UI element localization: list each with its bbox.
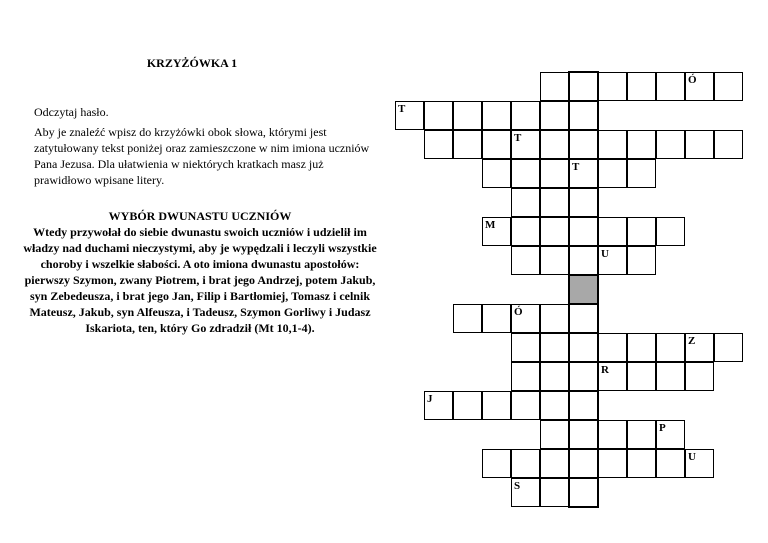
- crossword-cell: [453, 130, 482, 159]
- crossword-cell: [685, 362, 714, 391]
- crossword-cell: [656, 449, 685, 478]
- crossword-cell: [482, 449, 511, 478]
- crossword-cell: [569, 362, 598, 391]
- crossword-cell: [511, 101, 540, 130]
- crossword-cell: [569, 275, 598, 304]
- crossword-cell: [598, 362, 627, 391]
- passage-text: Wtedy przywołał do siebie dwunastu swoich uczniów i udzielił im władzy nad duchami nieczystymi, aby je wypędzali i leczyli wszystkie choroby i wszelkie słabości. A oto imiona dwunastu apostołów: pierwszy Szymon, zwany Piotrem, i brat jego Andrzej, potem Jakub, syn Zebedeusza, i brat jego Jan, Filip i Bartłomiej, Tomasz i celnik Mateusz, Jakub, syn Alfeusza, i Tadeusz, Szymon Gorliwy i Judasz Iskariota, ten, który Go zdradził (Mt 10,1-4).: [23, 225, 377, 335]
- crossword-cell: [569, 246, 598, 275]
- crossword-cell: [540, 449, 569, 478]
- crossword-cell: [569, 478, 598, 507]
- hint-letter: Z: [688, 335, 696, 347]
- crossword-cell: [540, 72, 569, 101]
- crossword-cell: [540, 130, 569, 159]
- crossword-cell: [540, 304, 569, 333]
- crossword-cell: [714, 72, 743, 101]
- hint-letter: Ó: [688, 74, 697, 86]
- crossword-cell: [569, 159, 598, 188]
- hint-letter: R: [601, 364, 609, 376]
- crossword-cell: [656, 130, 685, 159]
- crossword-cell: [482, 217, 511, 246]
- crossword-cell: [511, 478, 540, 507]
- crossword-cell: [540, 362, 569, 391]
- crossword-cell: [482, 391, 511, 420]
- hint-letter: T: [398, 103, 406, 115]
- crossword-cell: [627, 246, 656, 275]
- crossword-cell: [656, 420, 685, 449]
- crossword-cell: [569, 188, 598, 217]
- crossword-cell: [540, 478, 569, 507]
- hint-letter: T: [572, 161, 580, 173]
- crossword-cell: [511, 449, 540, 478]
- crossword-cell: [511, 333, 540, 362]
- crossword-cell: [569, 101, 598, 130]
- crossword-cell: [540, 101, 569, 130]
- crossword-cell: [569, 304, 598, 333]
- crossword-cell: [656, 333, 685, 362]
- crossword-cell: [598, 449, 627, 478]
- crossword-cell: [685, 130, 714, 159]
- crossword-cell: [395, 101, 424, 130]
- crossword-cell: [569, 72, 598, 101]
- crossword-cell: [569, 449, 598, 478]
- crossword-cell: [482, 130, 511, 159]
- crossword-cell: [598, 159, 627, 188]
- hint-letter: P: [659, 422, 666, 434]
- instruction-details: Aby je znaleźć wpisz do krzyżówki obok słowa, którymi jest zatytułowany tekst poniżej oraz zamieszczone w nim imiona uczniów Pana Jezusa. Dla ułatwienia w niektórych kratkach masz już prawidłowo wpisane litery.: [34, 125, 370, 187]
- crossword-cell: [511, 188, 540, 217]
- crossword-cell: [540, 159, 569, 188]
- instruction-read-password: Odczytaj hasło.: [34, 105, 109, 119]
- crossword-cell: [598, 130, 627, 159]
- crossword-cell: [656, 72, 685, 101]
- crossword-cell: [482, 159, 511, 188]
- hint-letter: Ó: [514, 306, 523, 318]
- crossword-cell: [656, 217, 685, 246]
- hint-letter: S: [514, 480, 521, 492]
- crossword-cell: [627, 130, 656, 159]
- crossword-cell: [627, 362, 656, 391]
- crossword-cell: [685, 333, 714, 362]
- crossword-cell: [511, 391, 540, 420]
- crossword-cell: [598, 420, 627, 449]
- hint-letter: T: [514, 132, 522, 144]
- crossword-cell: [685, 449, 714, 478]
- crossword-cell: [685, 72, 714, 101]
- passage-heading: WYBÓR DWUNASTU UCZNIÓW: [108, 209, 292, 223]
- crossword-cell: [627, 449, 656, 478]
- crossword-cell: [453, 304, 482, 333]
- hint-letter: M: [485, 219, 496, 231]
- crossword-cell: [569, 333, 598, 362]
- crossword-cell: [424, 130, 453, 159]
- crossword-cell: [714, 333, 743, 362]
- crossword-cell: [540, 246, 569, 275]
- crossword-cell: [714, 130, 743, 159]
- crossword-cell: [511, 217, 540, 246]
- crossword-cell: [627, 72, 656, 101]
- crossword-cell: [627, 217, 656, 246]
- crossword-cell: [540, 188, 569, 217]
- crossword-cell: [540, 333, 569, 362]
- hint-letter: J: [427, 393, 433, 405]
- crossword-cell: [569, 391, 598, 420]
- crossword-cell: [540, 420, 569, 449]
- crossword-cell: [482, 304, 511, 333]
- crossword-cell: [569, 130, 598, 159]
- crossword-cell: [453, 391, 482, 420]
- hint-letter: U: [601, 248, 609, 260]
- crossword-cell: [424, 101, 453, 130]
- crossword-cell: [424, 391, 453, 420]
- crossword-cell: [656, 362, 685, 391]
- solution-column: [568, 71, 599, 508]
- crossword-cell: [511, 304, 540, 333]
- crossword-cell: [453, 101, 482, 130]
- crossword-cell: [598, 333, 627, 362]
- crossword-cell: [540, 391, 569, 420]
- crossword-cell: [598, 246, 627, 275]
- crossword-cell: [511, 362, 540, 391]
- crossword-cell: [511, 246, 540, 275]
- crossword-cell: [627, 420, 656, 449]
- crossword-cell: [569, 217, 598, 246]
- crossword-cell: [511, 130, 540, 159]
- crossword-cell: [598, 217, 627, 246]
- crossword-cell: [627, 333, 656, 362]
- crossword-cell: [540, 217, 569, 246]
- crossword-cell: [482, 101, 511, 130]
- hint-letter: U: [688, 451, 696, 463]
- crossword-cell: [569, 420, 598, 449]
- crossword-cell: [511, 159, 540, 188]
- page-title: KRZYŻÓWKA 1: [146, 56, 238, 70]
- crossword-cell: [627, 159, 656, 188]
- crossword-cell: [598, 72, 627, 101]
